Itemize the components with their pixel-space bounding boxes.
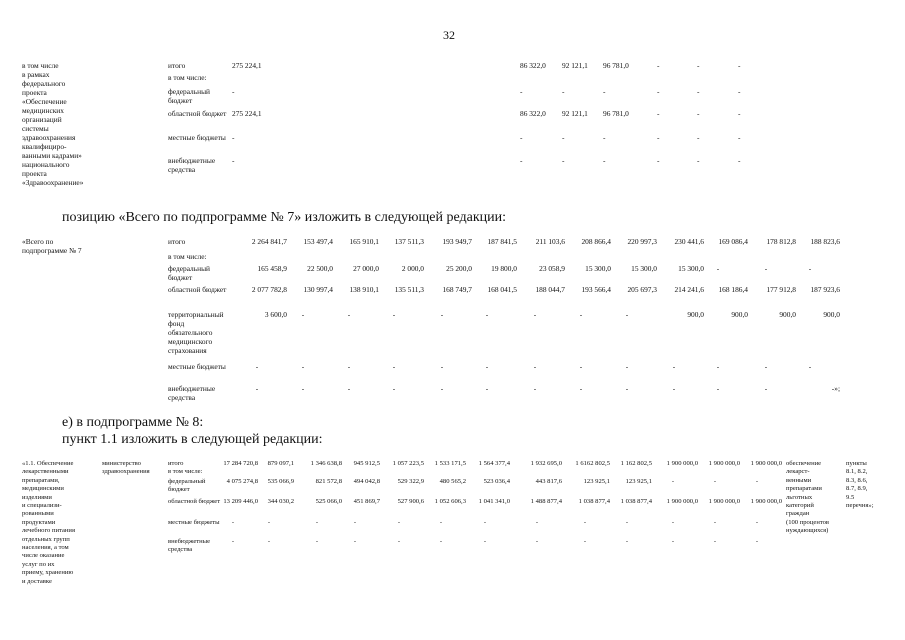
description-line: здравоохранения bbox=[22, 133, 76, 142]
cell-value: - bbox=[672, 384, 676, 393]
cell-value: - bbox=[583, 538, 587, 545]
cell-value: - bbox=[440, 362, 444, 371]
description-line: отдельных групп bbox=[22, 535, 70, 543]
description-line: в рамках bbox=[22, 70, 50, 79]
cell-value: - bbox=[562, 133, 565, 142]
cell-value: 1 564 377,4 bbox=[478, 460, 510, 467]
cell-value: 15 300,0 bbox=[678, 264, 704, 273]
description-line: продуктами bbox=[22, 518, 56, 526]
cell-value: - bbox=[657, 87, 660, 96]
cell-value: 529 322,9 bbox=[397, 478, 424, 485]
cell-value: 900,0 bbox=[731, 310, 748, 319]
cell-value: - bbox=[697, 61, 700, 70]
cell-value: - bbox=[315, 538, 319, 545]
cell-value: 525 066,0 bbox=[315, 498, 342, 505]
cell-value: - bbox=[520, 156, 523, 165]
cell-value: - bbox=[347, 384, 351, 393]
points-line: пункты bbox=[846, 460, 867, 467]
description-line: «1.1. Обеспечение bbox=[22, 460, 74, 467]
row-label: местные бюджеты bbox=[168, 362, 226, 371]
cell-value: 165 910,1 bbox=[349, 237, 379, 246]
row-label: местные бюджеты bbox=[168, 519, 220, 526]
cell-value: 480 565,2 bbox=[439, 478, 466, 485]
row-label: областной бюджет bbox=[168, 285, 227, 294]
cell-value: - bbox=[562, 87, 565, 96]
cell-value: 1 900 000,0 bbox=[666, 460, 698, 467]
description-line: подпрограмме № 7 bbox=[22, 246, 82, 255]
row-label: федеральный бюджет bbox=[168, 264, 210, 282]
cell-value: - bbox=[657, 109, 660, 118]
cell-value: - bbox=[755, 519, 759, 526]
cell-value: 275 224,1 bbox=[232, 109, 262, 118]
cell-value: - bbox=[808, 264, 812, 273]
cell-value: - bbox=[533, 362, 537, 371]
cell-value: 494 042,8 bbox=[353, 478, 380, 485]
cell-value: - bbox=[255, 384, 259, 393]
result-line: лекарст- bbox=[786, 468, 810, 476]
cell-value: 1 900 000,0 bbox=[750, 460, 782, 467]
page-number: 32 bbox=[443, 28, 455, 42]
cell-value: 153 497,4 bbox=[303, 237, 333, 246]
cell-value: 123 925,1 bbox=[625, 478, 652, 485]
description-line: федерального bbox=[22, 79, 66, 88]
cell-value: 1 900 000,0 bbox=[708, 460, 740, 467]
cell-value: - bbox=[392, 384, 396, 393]
cell-value: - bbox=[738, 87, 741, 96]
cell-value: - bbox=[697, 156, 700, 165]
row-label: федеральный бюджет bbox=[168, 87, 210, 105]
cell-value: 123 925,1 bbox=[583, 478, 610, 485]
description-line: ванными кадрами» bbox=[22, 151, 82, 160]
row-label: внебюджетные средства bbox=[168, 538, 211, 554]
cell-value: 900,0 bbox=[687, 310, 704, 319]
result-line: нуждающихся) bbox=[786, 527, 829, 535]
row-label: внебюджетные средства bbox=[168, 156, 216, 174]
cell-value: - bbox=[347, 310, 351, 319]
heading-point-1-1: пункт 1.1 изложить в следующей редакции: bbox=[62, 432, 323, 447]
description-line: «Здравоохранение» bbox=[22, 178, 84, 187]
cell-value: - bbox=[713, 478, 717, 485]
cell-value: 2 077 782,8 bbox=[251, 285, 287, 294]
cell-value: - bbox=[713, 538, 717, 545]
cell-value: 2 000,0 bbox=[401, 264, 424, 273]
points-line: 8.1, 8.2, bbox=[846, 468, 868, 476]
description-line: лекарственными bbox=[22, 468, 69, 476]
cell-value: 86 322,0 bbox=[520, 61, 546, 70]
cell-value: - bbox=[267, 538, 271, 545]
row-label: областной бюджет bbox=[168, 498, 221, 505]
cell-value: - bbox=[535, 538, 539, 545]
cell-value: 344 030,2 bbox=[267, 498, 294, 505]
cell-value: - bbox=[625, 538, 629, 545]
cell-value: - bbox=[671, 519, 675, 526]
cell-value: - bbox=[301, 310, 305, 319]
cell-value: - bbox=[625, 519, 629, 526]
cell-value: 211 103,6 bbox=[535, 237, 565, 246]
cell-value: - bbox=[347, 362, 351, 371]
description-line: и доставке bbox=[22, 577, 52, 585]
description-line: «Обеспечение bbox=[22, 97, 67, 106]
row-label: федеральный бюджет bbox=[168, 478, 206, 494]
cell-value: 1 038 877,4 bbox=[620, 498, 652, 505]
cell-value: - bbox=[533, 384, 537, 393]
description-line: квалифициро- bbox=[22, 142, 67, 151]
cell-value: 1 162 802,5 bbox=[620, 460, 652, 467]
cell-value: 193 566,4 bbox=[581, 285, 611, 294]
row-label: местные бюджеты bbox=[168, 133, 226, 142]
description-line: услуг по их bbox=[22, 560, 55, 568]
result-line: льготных bbox=[786, 493, 813, 501]
cell-value: - bbox=[579, 384, 583, 393]
cell-value: - bbox=[579, 362, 583, 371]
description-line: организаций bbox=[22, 115, 62, 124]
cell-value: 169 086,4 bbox=[718, 237, 748, 246]
row-label: в том числе: bbox=[168, 252, 207, 261]
cell-value: - bbox=[485, 310, 489, 319]
cell-value: 168 186,4 bbox=[718, 285, 748, 294]
cell-value: 1 488 877,4 bbox=[530, 498, 562, 505]
heading-subprogram-7: позицию «Всего по подпрограмме № 7» изложить в следующей редакции: bbox=[62, 210, 507, 225]
cell-value: - bbox=[439, 538, 443, 545]
cell-value: - bbox=[603, 156, 606, 165]
cell-value: 86 322,0 bbox=[520, 109, 546, 118]
points-line: перечня»; bbox=[846, 502, 874, 510]
description-line: приему, хранению bbox=[22, 569, 74, 577]
cell-value: 945 912,5 bbox=[353, 460, 380, 467]
cell-value: - bbox=[672, 362, 676, 371]
cell-value: - bbox=[625, 384, 629, 393]
cell-value: - bbox=[267, 519, 271, 526]
cell-value: - bbox=[231, 538, 235, 545]
cell-value: - bbox=[716, 264, 720, 273]
cell-value: 138 910,1 bbox=[349, 285, 379, 294]
cell-value: 188 044,7 bbox=[535, 285, 565, 294]
block3-points bbox=[846, 460, 896, 510]
block2-description bbox=[22, 237, 122, 255]
cell-value: -»; bbox=[831, 384, 840, 393]
result-line: граждан bbox=[786, 510, 810, 518]
description-line: медицинских bbox=[22, 106, 64, 115]
cell-value: 187 923,6 bbox=[810, 285, 840, 294]
cell-value: - bbox=[697, 87, 700, 96]
cell-value: - bbox=[697, 133, 700, 142]
description-line: национального bbox=[22, 160, 70, 169]
cell-value: 2 264 841,7 bbox=[251, 237, 287, 246]
cell-value: - bbox=[315, 519, 319, 526]
cell-value: 821 572,8 bbox=[315, 478, 342, 485]
cell-value: 3 600,0 bbox=[264, 310, 287, 319]
cell-value: - bbox=[657, 156, 660, 165]
cell-value: 275 224,1 bbox=[232, 61, 262, 70]
result-line: венными bbox=[786, 476, 812, 484]
description-line: населения, а том bbox=[22, 544, 69, 552]
cell-value: - bbox=[353, 538, 357, 545]
cell-value: - bbox=[255, 362, 259, 371]
executor-line: министерство bbox=[102, 460, 141, 467]
cell-value: - bbox=[755, 538, 759, 545]
result-line: обеспечение bbox=[786, 460, 822, 467]
cell-value: - bbox=[485, 384, 489, 393]
cell-value: 1 533 171,5 bbox=[434, 460, 466, 467]
cell-value: 4 075 274,8 bbox=[226, 478, 258, 485]
cell-value: 1 900 000,0 bbox=[750, 498, 782, 505]
cell-value: - bbox=[392, 362, 396, 371]
cell-value: 13 209 446,0 bbox=[223, 498, 258, 505]
row-label: в том числе: bbox=[168, 468, 203, 475]
cell-value: 19 800,0 bbox=[491, 264, 517, 273]
description-line: «Всего по bbox=[22, 237, 54, 246]
cell-value: 130 997,4 bbox=[303, 285, 333, 294]
row-label: итого bbox=[168, 61, 186, 70]
cell-value: 1 346 638,8 bbox=[310, 460, 342, 467]
heading-subprogram-8: е) в подпрограмме № 8: bbox=[62, 415, 204, 430]
cell-value: - bbox=[533, 310, 537, 319]
block3-result bbox=[786, 460, 844, 536]
cell-value: 205 697,3 bbox=[627, 285, 657, 294]
block3-description bbox=[22, 460, 100, 586]
description-line: лечебного питания bbox=[22, 527, 75, 535]
cell-value: - bbox=[483, 538, 487, 545]
row-label: итого bbox=[168, 237, 186, 246]
cell-value: - bbox=[440, 310, 444, 319]
cell-value: - bbox=[397, 538, 401, 545]
result-line: категорий bbox=[786, 502, 814, 510]
cell-value: - bbox=[738, 156, 741, 165]
cell-value: 1 900 000,0 bbox=[666, 498, 698, 505]
cell-value: 137 511,3 bbox=[394, 237, 424, 246]
cell-value: - bbox=[232, 156, 235, 165]
cell-value: - bbox=[738, 109, 741, 118]
cell-value: - bbox=[738, 61, 741, 70]
row-label: итого bbox=[168, 460, 184, 467]
cell-value: - bbox=[764, 384, 768, 393]
cell-value: - bbox=[716, 384, 720, 393]
cell-value: - bbox=[353, 519, 357, 526]
cell-value: - bbox=[583, 519, 587, 526]
cell-value: 879 097,1 bbox=[267, 460, 294, 467]
cell-value: - bbox=[625, 362, 629, 371]
cell-value: - bbox=[713, 519, 717, 526]
cell-value: - bbox=[301, 384, 305, 393]
points-line: 9.5 bbox=[846, 493, 855, 501]
description-line: в том числе bbox=[22, 61, 59, 70]
description-line: числе оказание bbox=[22, 552, 65, 560]
executor-line: здравоохранения bbox=[102, 468, 150, 476]
points-line: 8.3, 8.6, bbox=[846, 476, 868, 484]
cell-value: 17 284 720,8 bbox=[223, 460, 258, 467]
cell-value: 193 949,7 bbox=[442, 237, 472, 246]
cell-value: 443 817,6 bbox=[535, 478, 562, 485]
description-line: препаратами, bbox=[22, 476, 60, 484]
row-label: в том числе: bbox=[168, 73, 207, 82]
cell-value: 177 912,8 bbox=[766, 285, 796, 294]
cell-value: 214 241,6 bbox=[674, 285, 704, 294]
cell-value: 451 869,7 bbox=[353, 498, 380, 505]
cell-value: 220 997,3 bbox=[627, 237, 657, 246]
cell-value: 168 749,7 bbox=[442, 285, 472, 294]
cell-value: 1 932 695,0 bbox=[530, 460, 562, 467]
cell-value: 15 300,0 bbox=[631, 264, 657, 273]
description-line: рованными bbox=[22, 510, 54, 518]
cell-value: 178 812,8 bbox=[766, 237, 796, 246]
block1-description bbox=[22, 61, 132, 187]
cell-value: - bbox=[625, 310, 629, 319]
row-label: областной бюджет bbox=[168, 109, 227, 118]
cell-value: - bbox=[392, 310, 396, 319]
cell-value: - bbox=[301, 362, 305, 371]
cell-value: - bbox=[397, 519, 401, 526]
cell-value: - bbox=[738, 133, 741, 142]
cell-value: - bbox=[520, 87, 523, 96]
cell-value: - bbox=[657, 133, 660, 142]
cell-value: 230 441,6 bbox=[674, 237, 704, 246]
cell-value: - bbox=[485, 362, 489, 371]
cell-value: 1 900 000,0 bbox=[708, 498, 740, 505]
cell-value: - bbox=[535, 519, 539, 526]
description-line: проекта bbox=[22, 88, 47, 97]
cell-value: - bbox=[231, 519, 235, 526]
cell-value: 27 000,0 bbox=[353, 264, 379, 273]
cell-value: 23 058,9 bbox=[539, 264, 565, 273]
cell-value: - bbox=[764, 362, 768, 371]
cell-value: - bbox=[520, 133, 523, 142]
cell-value: 535 066,9 bbox=[267, 478, 294, 485]
cell-value: 15 300,0 bbox=[585, 264, 611, 273]
cell-value: - bbox=[603, 87, 606, 96]
cell-value: - bbox=[579, 310, 583, 319]
cell-value: - bbox=[603, 133, 606, 142]
cell-value: - bbox=[808, 362, 812, 371]
cell-value: 96 781,0 bbox=[603, 109, 629, 118]
cell-value: - bbox=[439, 519, 443, 526]
description-line: системы bbox=[22, 124, 49, 133]
cell-value: 208 866,4 bbox=[581, 237, 611, 246]
result-line: (100 процентов bbox=[786, 518, 830, 526]
cell-value: 165 458,9 bbox=[257, 264, 287, 273]
cell-value: - bbox=[716, 362, 720, 371]
cell-value: 92 121,1 bbox=[562, 61, 588, 70]
cell-value: 187 841,5 bbox=[487, 237, 517, 246]
description-line: изделиями bbox=[22, 493, 52, 501]
cell-value: - bbox=[671, 538, 675, 545]
description-line: проекта bbox=[22, 169, 47, 178]
result-line: препаратами bbox=[786, 485, 822, 493]
block3-executor bbox=[102, 460, 166, 477]
cell-value: 900,0 bbox=[823, 310, 840, 319]
cell-value: 1 052 606,3 bbox=[434, 498, 466, 505]
cell-value: 135 511,3 bbox=[394, 285, 424, 294]
cell-value: 25 200,0 bbox=[446, 264, 472, 273]
cell-value: - bbox=[440, 384, 444, 393]
cell-value: - bbox=[232, 133, 235, 142]
cell-value: - bbox=[657, 61, 660, 70]
cell-value: 22 500,0 bbox=[307, 264, 333, 273]
cell-value: - bbox=[697, 109, 700, 118]
cell-value: 1 038 877,4 bbox=[578, 498, 610, 505]
cell-value: 1 6162 802,5 bbox=[575, 460, 610, 467]
cell-value: - bbox=[671, 478, 675, 485]
points-line: 8.7, 8.9, bbox=[846, 485, 868, 493]
cell-value: - bbox=[755, 478, 759, 485]
description-line: медицинскими bbox=[22, 485, 64, 493]
cell-value: - bbox=[483, 519, 487, 526]
row-label: внебюджетные средства bbox=[168, 384, 216, 402]
cell-value: - bbox=[232, 87, 235, 96]
cell-value: 1 041 341,0 bbox=[478, 498, 510, 505]
cell-value: 1 057 223,5 bbox=[392, 460, 424, 467]
cell-value: 168 041,5 bbox=[487, 285, 517, 294]
row-label: территориальный фонд обязательного медицинского страхования bbox=[168, 310, 224, 355]
cell-value: - bbox=[562, 156, 565, 165]
cell-value: 188 823,6 bbox=[810, 237, 840, 246]
cell-value: 900,0 bbox=[779, 310, 796, 319]
cell-value: 527 900,6 bbox=[397, 498, 424, 505]
description-line: и специализи- bbox=[22, 502, 62, 510]
cell-value: 523 036,4 bbox=[483, 478, 510, 485]
cell-value: 92 121,1 bbox=[562, 109, 588, 118]
cell-value: - bbox=[764, 264, 768, 273]
cell-value: 96 781,0 bbox=[603, 61, 629, 70]
